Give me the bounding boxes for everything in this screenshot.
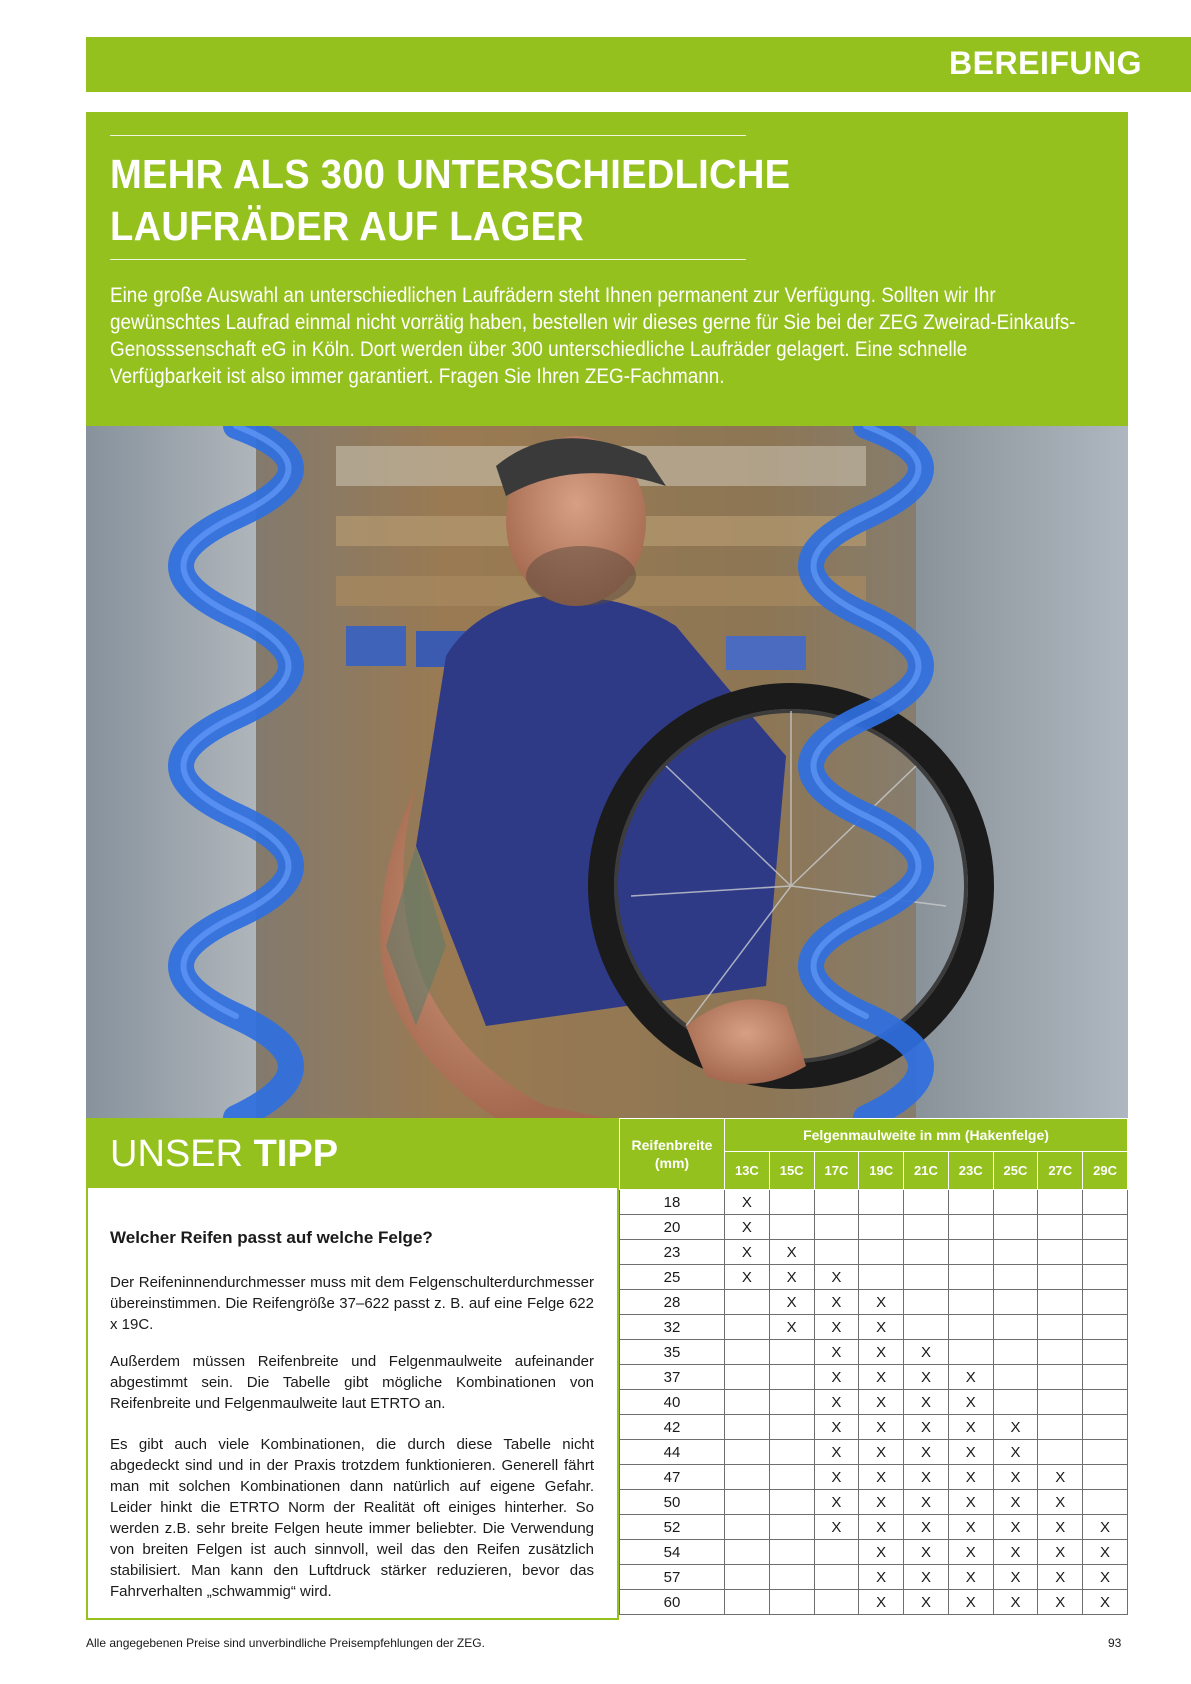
compatibility-cell: X [859, 1440, 904, 1465]
compatibility-cell [904, 1265, 949, 1290]
compatibility-cell: X [814, 1290, 859, 1315]
table-row [620, 1490, 1128, 1515]
compatibility-cell [948, 1190, 993, 1215]
compatibility-cell [725, 1440, 770, 1465]
compatibility-cell: X [725, 1265, 770, 1290]
compatibility-cell: X [1083, 1515, 1128, 1540]
tipp-paragraph: Der Reifeninnendurchmesser muss mit dem Felgenschulterdurchmesser übereinstimmen. Die Reifengröße 37–622 passt z. B. auf eine Felge 622 x 19C. [110, 1274, 594, 1333]
compatibility-cell: X [859, 1365, 904, 1390]
tire-width-cell: 20 [620, 1215, 725, 1240]
compatibility-cell: X [814, 1415, 859, 1440]
hero-title-line2: LAUFRÄDER AUF LAGER [110, 203, 585, 249]
compatibility-cell: X [904, 1465, 949, 1490]
compatibility-cell [904, 1215, 949, 1240]
compatibility-cell: X [993, 1490, 1038, 1515]
rim-width-header: 29C [1083, 1152, 1128, 1190]
compatibility-cell: X [814, 1340, 859, 1365]
compatibility-cell [1083, 1215, 1128, 1240]
compatibility-cell [904, 1315, 949, 1340]
compatibility-cell [1038, 1240, 1083, 1265]
compatibility-cell: X [859, 1315, 904, 1340]
tire-width-cell: 52 [620, 1515, 725, 1540]
tire-width-cell: 42 [620, 1415, 725, 1440]
compatibility-cell [1083, 1465, 1128, 1490]
hero-title-line1: MEHR ALS 300 UNTERSCHIEDLICHE [110, 151, 791, 197]
compatibility-cell [1083, 1190, 1128, 1215]
tire-width-cell: 44 [620, 1440, 725, 1465]
compatibility-cell [1083, 1240, 1128, 1265]
tire-width-cell: 18 [620, 1190, 725, 1215]
compatibility-cell [725, 1540, 770, 1565]
compatibility-cell [948, 1240, 993, 1265]
hero-panel [86, 112, 1128, 426]
compatibility-cell [725, 1290, 770, 1315]
compatibility-cell: X [814, 1365, 859, 1390]
compatibility-cell: X [814, 1515, 859, 1540]
compatibility-cell: X [859, 1340, 904, 1365]
table-row [620, 1215, 1128, 1240]
compatibility-cell: X [814, 1440, 859, 1465]
compatibility-cell [993, 1215, 1038, 1240]
compatibility-cell [1083, 1365, 1128, 1390]
compatibility-cell: X [993, 1540, 1038, 1565]
compatibility-cell [725, 1415, 770, 1440]
compatibility-cell [859, 1240, 904, 1265]
rim-width-header: 23C [948, 1152, 993, 1190]
compatibility-cell: X [859, 1465, 904, 1490]
table-row [620, 1515, 1128, 1540]
tire-width-cell: 47 [620, 1465, 725, 1490]
rim-width-header: 17C [814, 1152, 859, 1190]
compatibility-cell [948, 1340, 993, 1365]
compatibility-cell [948, 1315, 993, 1340]
table-row [620, 1440, 1128, 1465]
compatibility-cell: X [859, 1590, 904, 1615]
table-row [620, 1565, 1128, 1590]
compatibility-cell: X [814, 1465, 859, 1490]
compatibility-cell [1038, 1415, 1083, 1440]
compatibility-cell [725, 1465, 770, 1490]
compatibility-cell: X [725, 1190, 770, 1215]
compatibility-cell: X [1038, 1515, 1083, 1540]
tire-width-cell: 28 [620, 1290, 725, 1315]
tire-width-cell: 40 [620, 1390, 725, 1415]
compatibility-cell [769, 1415, 814, 1440]
compatibility-cell [904, 1290, 949, 1315]
compatibility-cell [814, 1240, 859, 1265]
compatibility-cell [993, 1265, 1038, 1290]
tire-width-cell: 23 [620, 1240, 725, 1265]
compatibility-cell [725, 1390, 770, 1415]
compatibility-cell: X [904, 1565, 949, 1590]
tire-width-cell: 35 [620, 1340, 725, 1365]
compatibility-cell: X [993, 1415, 1038, 1440]
compatibility-cell [769, 1490, 814, 1515]
compatibility-cell [904, 1190, 949, 1215]
table-row [620, 1465, 1128, 1490]
compatibility-cell: X [1038, 1465, 1083, 1490]
compatibility-cell [993, 1340, 1038, 1365]
compatibility-cell [814, 1190, 859, 1215]
compatibility-cell: X [993, 1440, 1038, 1465]
tipp-paragraph: Außerdem müssen Reifenbreite und Felgenmaulweite aufeinander abgestimmt sein. Die Tabelle gibt mögliche Kombinationen von Reifenbreite und Felgenmaulweite laut ETRTO an. [110, 1353, 594, 1412]
rim-width-header: 25C [993, 1152, 1038, 1190]
compatibility-cell: X [1038, 1540, 1083, 1565]
compatibility-cell: X [948, 1465, 993, 1490]
compatibility-cell: X [948, 1590, 993, 1615]
compatibility-cell: X [859, 1515, 904, 1540]
tire-width-cell: 32 [620, 1315, 725, 1340]
compatibility-cell: X [1083, 1590, 1128, 1615]
compatibility-cell [769, 1515, 814, 1540]
compatibility-cell [1038, 1315, 1083, 1340]
compatibility-cell [769, 1340, 814, 1365]
compatibility-cell [1038, 1215, 1083, 1240]
compatibility-cell: X [859, 1290, 904, 1315]
rim-width-header: 19C [859, 1152, 904, 1190]
compatibility-cell: X [993, 1565, 1038, 1590]
compatibility-cell [859, 1215, 904, 1240]
compatibility-cell [725, 1590, 770, 1615]
tire-width-header-line1: Reifenbreite [631, 1137, 713, 1153]
compatibility-cell [993, 1190, 1038, 1215]
section-title: BEREIFUNG [949, 45, 1142, 81]
compatibility-cell [993, 1290, 1038, 1315]
compatibility-cell: X [904, 1415, 949, 1440]
compatibility-cell [769, 1440, 814, 1465]
compatibility-cell: X [904, 1340, 949, 1365]
compatibility-cell [814, 1215, 859, 1240]
compatibility-cell [1083, 1290, 1128, 1315]
tipp-title-bold: TIPP [253, 1133, 339, 1175]
compatibility-cell: X [1038, 1565, 1083, 1590]
compatibility-cell [948, 1265, 993, 1290]
compatibility-cell [725, 1565, 770, 1590]
compatibility-cell: X [948, 1415, 993, 1440]
compatibility-cell: X [904, 1540, 949, 1565]
compatibility-cell [904, 1240, 949, 1265]
compatibility-cell: X [904, 1515, 949, 1540]
compatibility-cell: X [1083, 1565, 1128, 1590]
photo-illustration [86, 426, 1128, 1118]
tipp-question: Welcher Reifen passt auf welche Felge? [110, 1228, 433, 1247]
compatibility-cell [1038, 1365, 1083, 1390]
compatibility-cell: X [769, 1290, 814, 1315]
table-row [620, 1315, 1128, 1340]
compatibility-cell [1083, 1490, 1128, 1515]
compatibility-cell: X [814, 1315, 859, 1340]
compatibility-cell: X [948, 1365, 993, 1390]
compatibility-cell [725, 1515, 770, 1540]
compatibility-cell: X [769, 1265, 814, 1290]
compatibility-cell: X [1083, 1540, 1128, 1565]
table-row [620, 1340, 1128, 1365]
table-row [620, 1190, 1128, 1215]
compatibility-cell: X [993, 1590, 1038, 1615]
compatibility-cell: X [725, 1240, 770, 1265]
compatibility-cell [769, 1390, 814, 1415]
tire-width-cell: 54 [620, 1540, 725, 1565]
compatibility-cell: X [814, 1265, 859, 1290]
table-row [620, 1590, 1128, 1615]
compatibility-cell [948, 1215, 993, 1240]
compatibility-cell [993, 1315, 1038, 1340]
compatibility-cell: X [1038, 1490, 1083, 1515]
compatibility-cell: X [904, 1440, 949, 1465]
compatibility-cell: X [859, 1415, 904, 1440]
compatibility-cell: X [948, 1540, 993, 1565]
compatibility-cell [769, 1190, 814, 1215]
compatibility-cell [769, 1590, 814, 1615]
compatibility-cell [1083, 1315, 1128, 1340]
compatibility-cell: X [859, 1540, 904, 1565]
compatibility-cell [769, 1565, 814, 1590]
tire-rim-table [619, 1118, 1128, 1615]
price-disclaimer: Alle angegebenen Preise sind unverbindliche Preisempfehlungen der ZEG. [86, 1636, 485, 1650]
compatibility-cell: X [814, 1390, 859, 1415]
compatibility-cell: X [948, 1490, 993, 1515]
compatibility-cell: X [904, 1365, 949, 1390]
table-row [620, 1265, 1128, 1290]
page-number: 93 [1108, 1636, 1122, 1650]
compatibility-cell: X [948, 1390, 993, 1415]
hero-intro: Eine große Auswahl an unterschiedlichen Laufrädern steht Ihnen permanent zur Verfügung. Sollten wir Ihr gewünschtes Laufrad einmal nicht vorrätig haben, bestellen wir dieses gerne für Sie bei der ZEG Zweirad-Einkaufs-Genosssenschaft eG in Köln. Dort werden über 300 unterschiedliche Laufräder gelagert. Eine schnelle Verfügbarkeit ist also immer garantiert. Fragen Sie Ihren ZEG-Fachmann. [110, 284, 1076, 388]
table-row [620, 1390, 1128, 1415]
compatibility-cell [814, 1590, 859, 1615]
compatibility-cell [1038, 1440, 1083, 1465]
compatibility-cell [814, 1540, 859, 1565]
tire-width-cell: 50 [620, 1490, 725, 1515]
compatibility-cell: X [725, 1215, 770, 1240]
compatibility-cell [859, 1190, 904, 1215]
tire-width-cell: 25 [620, 1265, 725, 1290]
rim-width-header: 13C [725, 1152, 770, 1190]
compatibility-cell: X [993, 1465, 1038, 1490]
compatibility-cell: X [859, 1390, 904, 1415]
tire-width-header [620, 1119, 725, 1190]
hero-title [110, 148, 790, 252]
compatibility-cell [725, 1365, 770, 1390]
tipp-title [110, 1132, 338, 1176]
table-row [620, 1240, 1128, 1265]
compatibility-cell [1083, 1440, 1128, 1465]
tire-width-cell: 57 [620, 1565, 725, 1590]
compatibility-cell: X [769, 1315, 814, 1340]
compatibility-cell [1038, 1190, 1083, 1215]
compatibility-cell [1083, 1390, 1128, 1415]
compatibility-cell [769, 1215, 814, 1240]
hero-rule-bottom [110, 259, 746, 260]
compatibility-cell [993, 1365, 1038, 1390]
compatibility-cell: X [948, 1440, 993, 1465]
compatibility-cell [1038, 1290, 1083, 1315]
compatibility-cell [725, 1490, 770, 1515]
compatibility-cell [859, 1265, 904, 1290]
compatibility-cell [1083, 1265, 1128, 1290]
compatibility-cell: X [814, 1490, 859, 1515]
compatibility-cell: X [904, 1490, 949, 1515]
compatibility-cell: X [904, 1390, 949, 1415]
compatibility-cell: X [859, 1490, 904, 1515]
compatibility-cell: X [904, 1590, 949, 1615]
compatibility-cell [769, 1540, 814, 1565]
table-row [620, 1365, 1128, 1390]
compatibility-cell [1038, 1390, 1083, 1415]
rim-width-group-header: Felgenmaulweite in mm (Hakenfelge) [725, 1119, 1128, 1152]
compatibility-cell: X [993, 1515, 1038, 1540]
compatibility-cell: X [769, 1240, 814, 1265]
section-bar [86, 37, 1191, 92]
tipp-paragraph: Es gibt auch viele Kombinationen, die durch diese Tabelle nicht abgedeckt sind und in der Praxis trotzdem funktionieren. Generell fährt man mit solchen Kombinationen dann natürlich auf eigene Gefahr. Leider hinkt die ETRTO Norm der Realität oft einiges hinterher. So werden z.B. sehr breite Felgen heute immer beliebter. Die Verwendung von breiten Felgen ist auch sinnvoll, weil das den Reifen zusätzlich stabilisiert. Man kann den Luftdruck stärker reduzieren, bevor das Fahrverhalten „schwammig“ wird. [110, 1436, 594, 1600]
rim-width-header: 15C [769, 1152, 814, 1190]
rim-width-header: 27C [1038, 1152, 1083, 1190]
workshop-photo [86, 426, 1128, 1118]
compatibility-cell [769, 1365, 814, 1390]
compatibility-cell [993, 1240, 1038, 1265]
compatibility-cell [725, 1315, 770, 1340]
tire-width-cell: 60 [620, 1590, 725, 1615]
rim-width-header: 21C [904, 1152, 949, 1190]
tire-width-header-line2: (mm) [654, 1155, 690, 1171]
compatibility-cell [1083, 1340, 1128, 1365]
table-row [620, 1290, 1128, 1315]
compatibility-cell: X [948, 1515, 993, 1540]
compatibility-cell [725, 1340, 770, 1365]
tipp-header [86, 1118, 619, 1188]
compatibility-cell [814, 1565, 859, 1590]
compatibility-cell [948, 1290, 993, 1315]
tipp-box [86, 1188, 619, 1620]
compatibility-cell [1038, 1340, 1083, 1365]
tire-width-cell: 37 [620, 1365, 725, 1390]
compatibility-cell: X [948, 1565, 993, 1590]
compatibility-cell: X [859, 1565, 904, 1590]
compatibility-cell [1038, 1265, 1083, 1290]
compatibility-cell: X [1038, 1590, 1083, 1615]
table-row [620, 1540, 1128, 1565]
compatibility-cell [1083, 1415, 1128, 1440]
tipp-title-light: UNSER [110, 1133, 244, 1175]
hero-rule-top [110, 135, 746, 136]
compatibility-cell [769, 1465, 814, 1490]
compatibility-cell [993, 1390, 1038, 1415]
table-row [620, 1415, 1128, 1440]
